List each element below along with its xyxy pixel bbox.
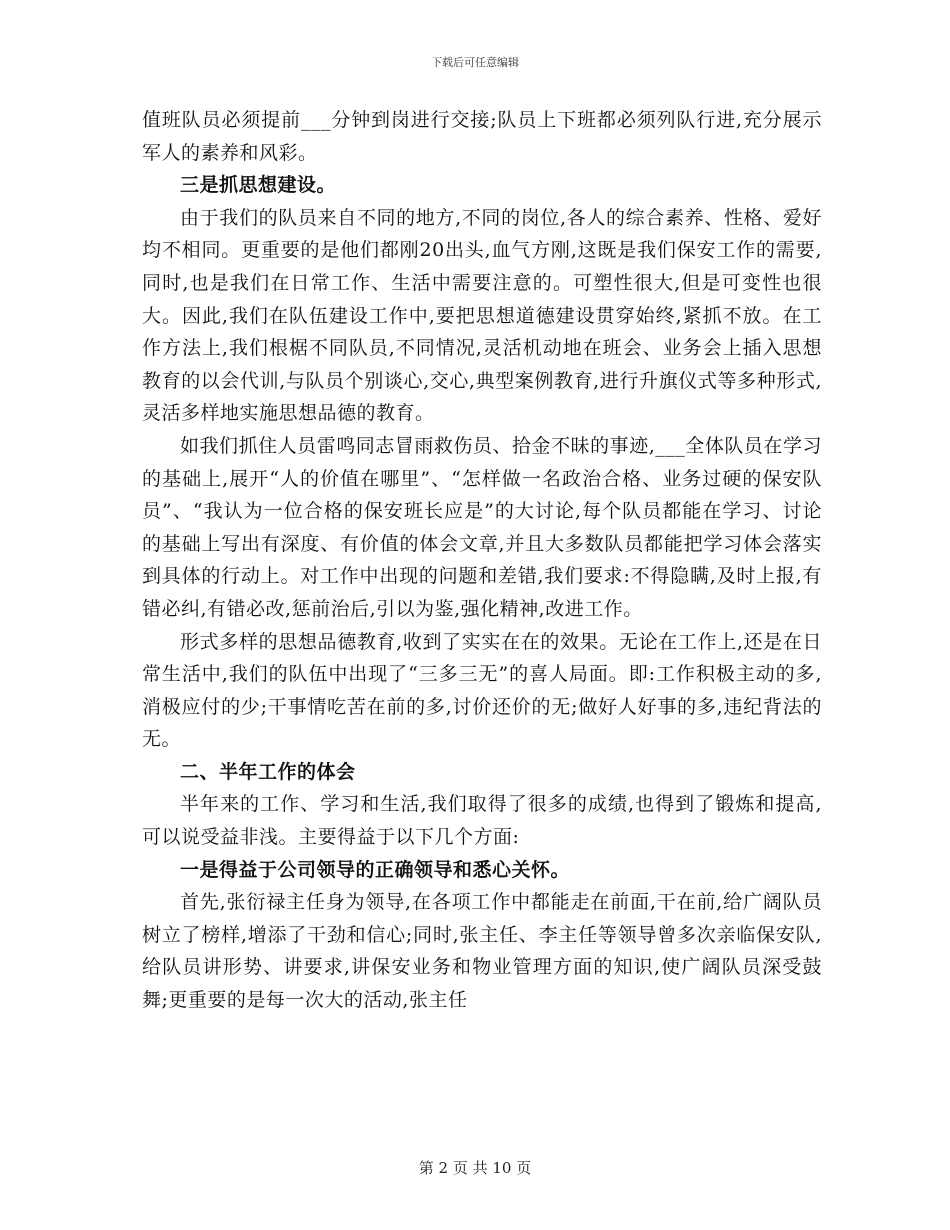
page-header-note: 下载后可任意编辑 — [431, 56, 519, 69]
paragraph-duty-handover: 值班队员必须提前___分钟到岗进行交接;队员上下班都必须列队行进,充分展示军人的素养和风彩。 — [142, 109, 822, 164]
section-heading-experience: 二、半年工作的体会 — [180, 760, 356, 783]
section-heading-leadership: 一是得益于公司领导的正确领导和悉心关怀。 — [180, 858, 571, 881]
page-number: 第 2 页 共 10 页 — [418, 1159, 532, 1177]
paragraph-example-leiming: 如我们抓住人员雷鸣同志冒雨救伤员、拾金不昧的事迹,___全体队员在学习的基础上,展开“人的价值在哪里”、“怎样做一名政治合格、业务过硬的保安队员”、“我认为一位合格的保安班长应是”的大讨论,每个队员都能在学习、讨论的基础上写出有深度、有价值的体会文章,并且大多数队员都能把学习体会落实到具体的行动上。对工作中出现的问题和差错,我们要求:不得隐瞒,及时上报,有错必纠,有错必改,惩前治后,引以为鉴,强化精神,改进工作。 — [142, 434, 822, 620]
paragraph-leadership-care: 首先,张衍禄主任身为领导,在各项工作中都能走在前面,干在前,给广阔队员树立了榜样,增添了干劲和信心;同时,张主任、李主任等领导曾多次亲临保安队,给队员讲形势、讲要求,讲保安业务和物业管理方面的知识,使广阔队员深受鼓舞;更重要的是每一次大的活动,张主任 — [142, 891, 822, 1012]
paragraph-ideology-building: 由于我们的队员来自不同的地方,不同的岗位,各人的综合素养、性格、爱好均不相同。更重要的是他们都刚20出头,血气方刚,这既是我们保安工作的需要,同时,也是我们在日常工作、生活中需要注意的。可塑性很大,但是可变性也很大。因此,我们在队伍建设工作中,要把思想道德建设贯穿始终,紧抓不放。在工作方法上,我们根椐不同队员,不同情况,灵活机动地在班会、业务会上插入思想教育的以会代训,与队员个别谈心,交心,典型案例教育,进行升旗仪式等多种形式,灵活多样地实施思想品德的教育。 — [142, 206, 822, 425]
section-heading-ideology: 三是抓思想建设。 — [180, 174, 337, 197]
paragraph-half-year-summary: 半年来的工作、学习和生活,我们取得了很多的成绩,也得到了锻炼和提高,可以说受益非浅。主要得益于以下几个方面: — [142, 793, 822, 849]
paragraph-education-results: 形式多样的思想品德教育,收到了实实在在的效果。无论在工作上,还是在日常生活中,我们的队伍中出现了“三多三无”的喜人局面。即:工作积极主动的多,消极应付的少;干事情吃苦在前的多,讨价还价的无;做好人好事的多,违纪背法的无。 — [142, 630, 822, 751]
document-body — [142, 104, 822, 1017]
